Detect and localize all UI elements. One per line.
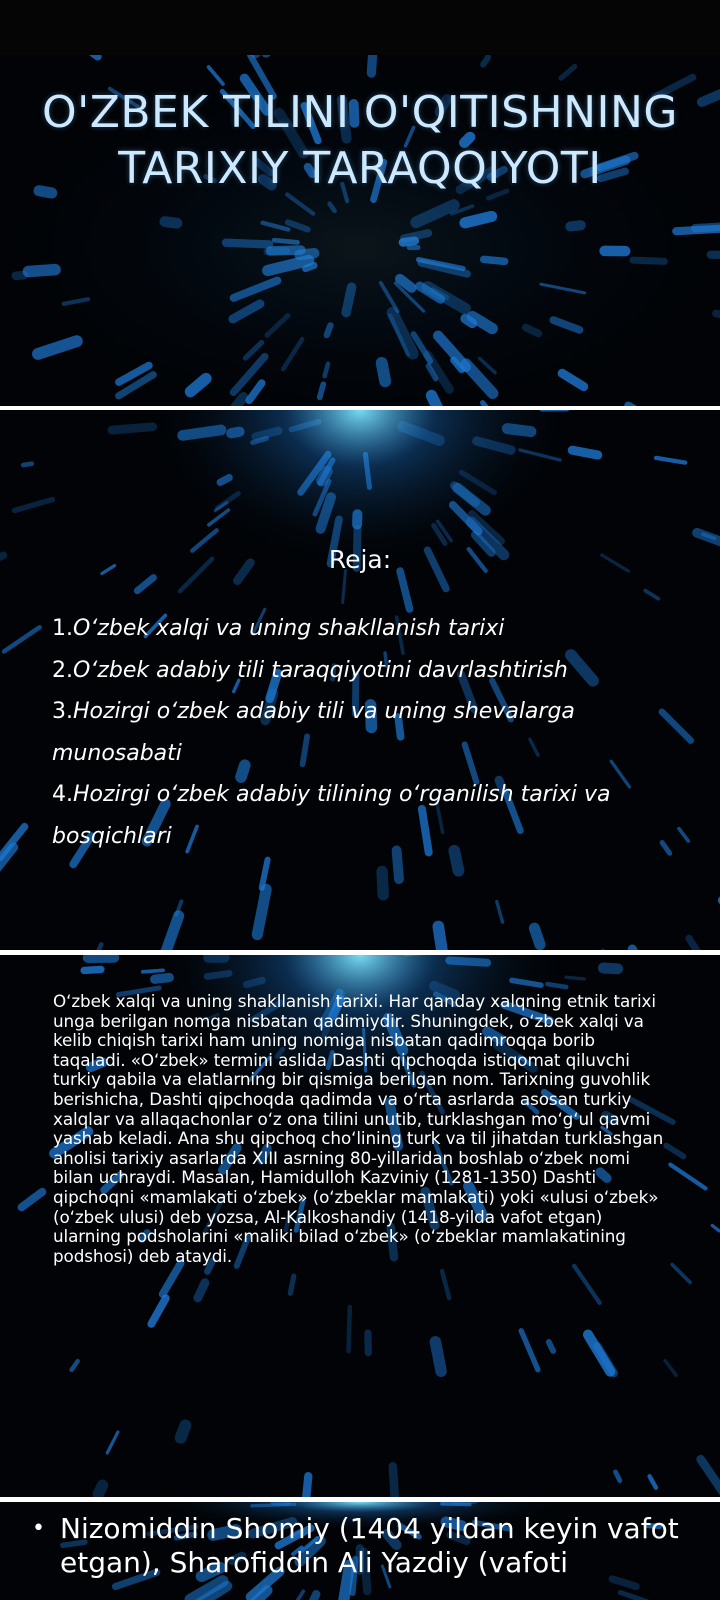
plan-list (52, 608, 680, 857)
plan-item: 3.Hozirgi o‘zbek adabiy tili va uning shevalarga munosabati (52, 699, 575, 766)
text-slide (0, 955, 720, 1497)
body-paragraph: O‘zbek xalqi va uning shakllanish tarixi. Har qanday xalqning etnik tarixi unga berilgan nomga nisbatan qadimiydir. Shuningdek, o‘zbek xalqi va kelib chiqish tarixi ham uning nomiga nisbatan qadimroqqa borib taqaladi. «O‘zbek» termini aslida Dashti qipchoqda istiqomat qiluvchi turkiy qabila va elatlarning bir qismiga berilgan nom. Tarixning guvohlik berishicha, Dashti qipchoqda qadimda va o‘rta asrlarda asosan turkiy xalqlar va allaqachonlar o‘z ona tilini unutib, turklashgan mo‘g‘ul qavmi yashab keladi. Ana shu qipchoq cho‘lining turk va til jihatdan turklashgan aholisi tarixiy asarlarda XIII asrning 80-yillaridan boshlab o‘zbek nomi bilan uchraydi. Masalan, Hamidulloh Kazviniy (1281-1350) Dashti qipchoqni «mamlakati o‘zbek» (o‘zbeklar mamlakati) yoki «ulusi o‘zbek» (o‘zbek ulusi) deb yozsa, Al-Kalkoshandiy (1418-yilda vafot etgan) ularning podsholarini «maliki bilad o‘zbek» (o‘zbeklar mamlakatining podshosi) deb ataydi. (53, 991, 664, 1266)
plan-slide (0, 410, 720, 950)
bullet-text: Nizomiddin Shomiy (1404 yildan keyin vafot etgan), Sharofiddin Ali Yazdiy (vafoti (60, 1512, 679, 1579)
plan-heading: Reja: (328, 545, 392, 574)
top-status-bar (0, 0, 720, 55)
plan-item: 2.O‘zbek adabiy tili taraqqiyotini davrlashtirish (52, 657, 568, 683)
bullet-icon: • (32, 1516, 45, 1541)
plan-item: 1.O‘zbek xalqi va uning shakllanish tarixi (52, 616, 505, 641)
bullet-slide (0, 1502, 720, 1600)
slide-title: O'ZBEK TILINI O'QITISHNING TARIXIY TARAQQIYOTI (41, 87, 679, 194)
bullet-item (32, 1512, 690, 1580)
plan-item: 4.Hozirgi o‘zbek adabiy tilining o‘rganilish tarixi va bosqichlari (52, 782, 611, 849)
title-slide (0, 55, 720, 406)
